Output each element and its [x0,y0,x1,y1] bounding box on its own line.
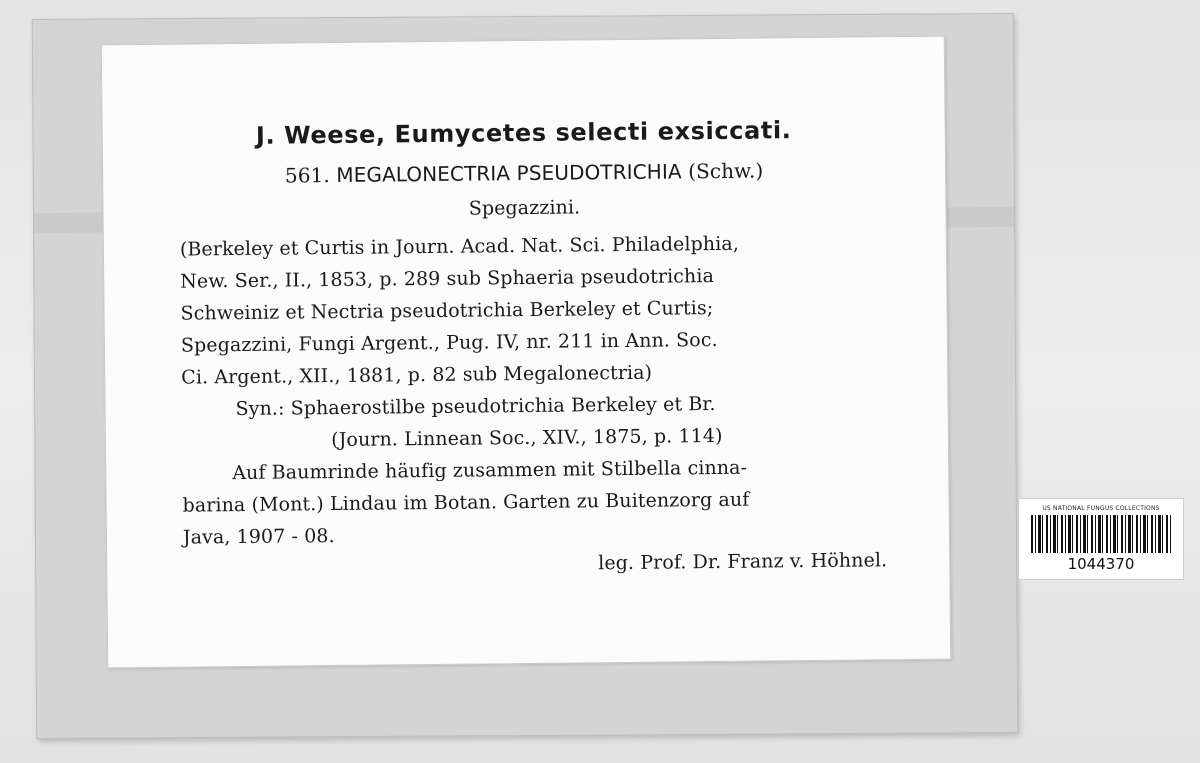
synonym-line-2: (Journ. Linnean Soc., XIV., 1875, p. 114) [331,424,723,452]
collector-line: leg. Prof. Dr. Franz v. Höhnel. [598,549,888,575]
reference-line-5: Ci. Argent., XII., 1881, p. 82 sub Megalonectria) [181,361,653,389]
species-line [103,157,945,190]
synonym-line-1: Syn.: Sphaerostilbe pseudotrichia Berkeley et Br. [235,393,716,421]
authority-line: Spegazzini. [468,196,581,220]
reference-line-1: (Berkeley et Curtis in Journ. Acad. Nat. Sci. Philadelphia, [179,232,740,261]
reference-line-4: Spegazzini, Fungi Argent., Pug. IV, nr. 211 in Ann. Soc. [180,328,718,357]
reference-line-2: New. Ser., II., 1853, p. 289 sub Sphaeria pseudotrichia [180,265,715,293]
species-number: 561. [284,163,330,188]
habitat-line-1: Auf Baumrinde häufig zusammen mit Stilbella cinna- [232,456,748,485]
species-authority: (Schw.) [687,158,764,184]
specimen-label [101,36,951,669]
habitat-line-3: Java, 1907 - 08. [182,525,335,549]
barcode-caption: US NATIONAL FUNGUS COLLECTIONS [1042,505,1160,512]
label-title: J. Weese, Eumycetes selecti exsiccati. [255,116,792,150]
barcode-icon [1031,515,1171,553]
barcode-label [1018,498,1184,580]
habitat-line-2: barina (Mont.) Lindau im Botan. Garten zu Buitenzorg auf [182,488,750,517]
species-name: MEGALONECTRIA PSEUDOTRICHIA [336,159,682,187]
barcode-number: 1044370 [1067,555,1135,573]
reference-line-3: Schweiniz et Nectria pseudotrichia Berkeley et Curtis; [180,297,714,325]
